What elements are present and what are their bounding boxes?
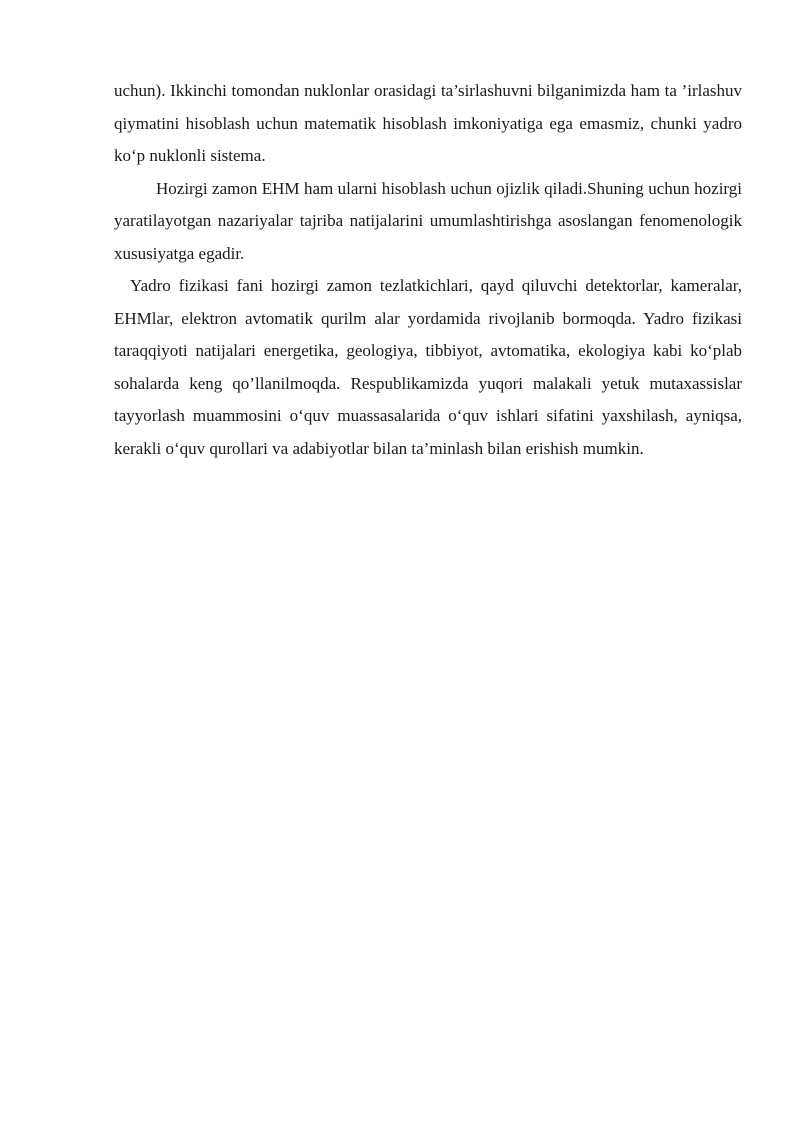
document-page [114, 75, 742, 465]
paragraph-ehm: Hozirgi zamon EHM ham ularni hisoblash uchun ojizlik qiladi.Shuning uchun hozirgi yaratilayotgan nazariyalar tajriba natijalarini umumlashtirishga asoslangan fenomenologik xususiyatga egadir. [114, 178, 742, 263]
paragraph-continuation: uchun). Ikkinchi tomondan nuklonlar orasidagi ta’sirlashuvni bilganimizda ham ta ’irlashuv qiymatini hisoblash uchun matematik hisoblash imkoniyatiga ega emasmiz, chunki yadro ko‘p nuklonli sistema. [114, 81, 742, 165]
paragraph-nuclear-physics: Yadro fizikasi fani hozirgi zamon tezlatkichlari, qayd qiluvchi detektorlar, kameralar, EHMlar, elektron avtomatik qurilm alar yordamida rivojlanib bormoqda. Yadro fizikasi taraqqiyoti natijalari energetika, geologiya, tibbiyot, avtomatika, ekologiya kabi ko‘plab sohalarda keng qo’llanilmoqda. Respublikamizda yuqori malakali yetuk mutaxassislar tayyorlash muammosini o‘quv muassasalarida o‘quv ishlari sifatini yaxshilash, ayniqsa, kerakli o‘quv qurollari va adabiyotlar bilan ta’minlash bilan erishish mumkin. [114, 276, 742, 458]
